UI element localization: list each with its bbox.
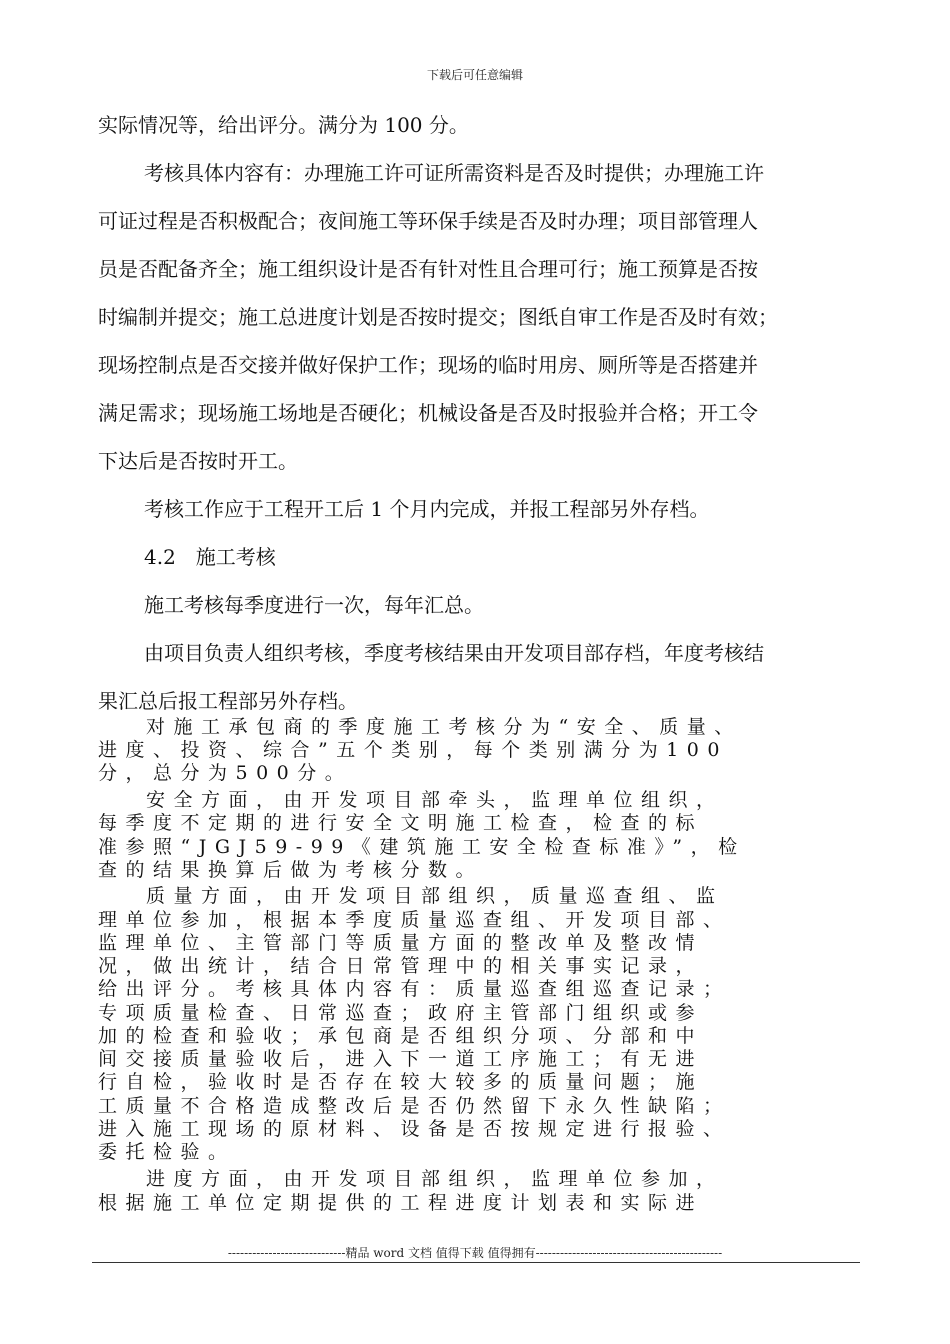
loose-line: 监理单位、主管部门等质量方面的整改单及整改情 — [98, 932, 704, 954]
body-line: 现场控制点是否交接并做好保护工作；现场的临时用房、厕所等是否搭建并 — [98, 353, 758, 377]
loose-line: 根据施工单位定期提供的工程进度计划表和实际进 — [98, 1192, 704, 1214]
loose-line: 间交接质量验收后，进入下一道工序施工；有无进 — [98, 1048, 704, 1070]
body-line: 满足需求；现场施工场地是否硬化；机械设备是否及时报验并合格；开工令 — [98, 401, 758, 425]
body-line: 考核工作应于工程开工后 1 个月内完成，并报工程部另外存档。 — [144, 497, 710, 521]
loose-line: 进度方面，由开发项目部组织，监理单位参加， — [146, 1168, 724, 1190]
loose-line: 理单位参加，根据本季度质量巡查组、开发项目部、 — [98, 909, 731, 931]
loose-line: 分，总分为500分。 — [98, 762, 353, 784]
body-line: 可证过程是否积极配合；夜间施工等环保手续是否及时办理；项目部管理人 — [98, 209, 758, 233]
loose-line: 给出评分。考核具体内容有：质量巡查组巡查记录； — [98, 978, 731, 1000]
body-line: 下达后是否按时开工。 — [98, 449, 298, 473]
section-heading: 4.2 施工考核 — [144, 545, 276, 569]
loose-line: 安全方面，由开发项目部牵头，监理单位组织， — [146, 789, 724, 811]
body-line: 时编制并提交；施工总进度计划是否按时提交；图纸自审工作是否及时有效； — [98, 305, 778, 329]
loose-line: 况，做出统计，结合日常管理中的相关事实记录， — [98, 955, 704, 977]
loose-line: 准参照“JGJ59-99《建筑施工安全检查标准》”，检 — [98, 836, 746, 858]
body-line: 由项目负责人组织考核，季度考核结果由开发项目部存档，年度考核结 — [144, 641, 764, 665]
loose-line: 对施工承包商的季度施工考核分为“安全、质量、 — [146, 716, 742, 738]
loose-line: 专项质量检查、日常巡查；政府主管部门组织或参 — [98, 1002, 704, 1024]
loose-line: 进入施工现场的原材料、设备是否按规定进行报验、 — [98, 1118, 731, 1140]
body-line: 实际情况等，给出评分。满分为 100 分。 — [98, 113, 469, 137]
page-header-note: 下载后可任意编辑 — [426, 68, 523, 82]
loose-line: 查的结果换算后做为考核分数。 — [98, 859, 484, 881]
loose-line: 委托检验。 — [98, 1141, 236, 1163]
loose-line: 质量方面，由开发项目部组织，质量巡查组、监 — [146, 885, 724, 907]
loose-line: 进度、投资、综合”五个类别，每个类别满分为100 — [98, 739, 728, 761]
loose-line: 行自检，验收时是否存在较大较多的质量问题；施 — [98, 1071, 704, 1093]
loose-line: 每季度不定期的进行安全文明施工检查，检查的标 — [98, 812, 704, 834]
footer-divider — [92, 1262, 860, 1263]
body-line: 施工考核每季度进行一次，每年汇总。 — [144, 593, 484, 617]
loose-line: 加的检查和验收；承包商是否组织分项、分部和中 — [98, 1025, 704, 1047]
page-footer-text: -----------------------------精品 word 文档 值得下载 值得拥有---------------------------------------------- — [227, 1246, 723, 1260]
body-line: 考核具体内容有：办理施工许可证所需资料是否及时提供；办理施工许 — [144, 161, 764, 185]
body-line: 员是否配备齐全；施工组织设计是否有针对性且合理可行；施工预算是否按 — [98, 257, 758, 281]
body-line: 果汇总后报工程部另外存档。 — [98, 689, 358, 713]
loose-line: 工质量不合格造成整改后是否仍然留下永久性缺陷； — [98, 1095, 731, 1117]
